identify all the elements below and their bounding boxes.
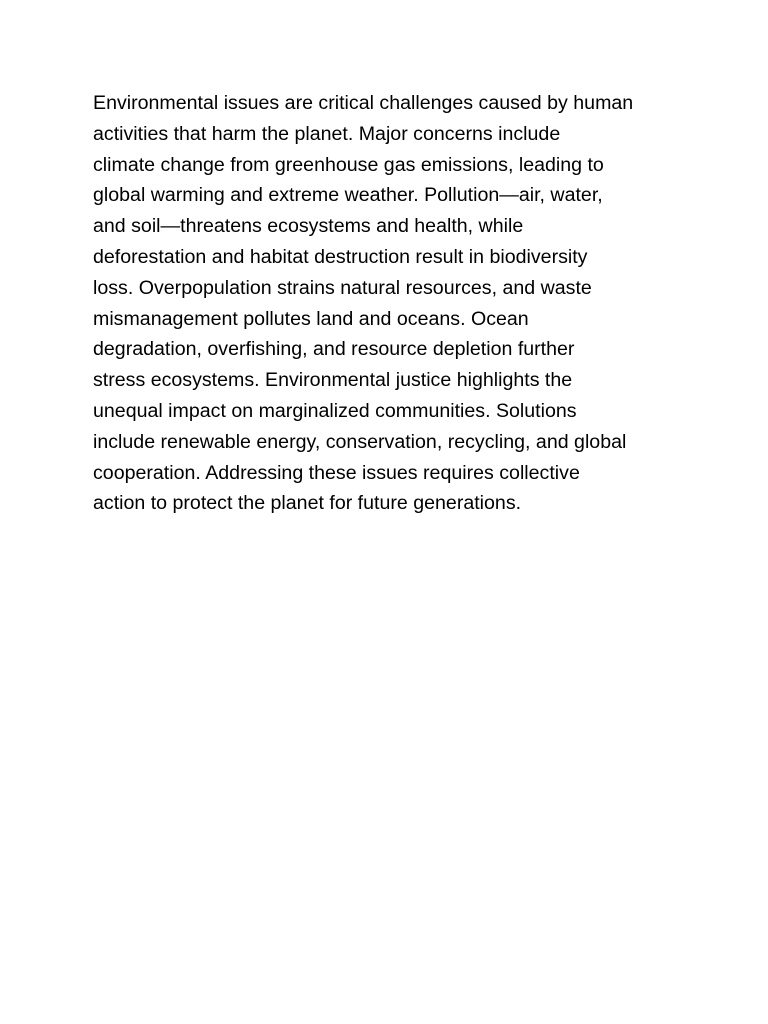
paragraph-line: unequal impact on marginalized communities. Solutions (93, 399, 577, 422)
paragraph-line: global warming and extreme weather. Pollution—air, water, (93, 184, 603, 207)
paragraph-line: include renewable energy, conservation, recycling, and global (93, 430, 627, 453)
paragraph-line: and soil—threatens ecosystems and health, while (93, 215, 524, 238)
paragraph-line: deforestation and habitat destruction result in biodiversity (93, 245, 588, 268)
paragraph-line: activities that harm the planet. Major concerns include (93, 122, 561, 145)
paragraph-line: stress ecosystems. Environmental justice highlights the (93, 369, 573, 392)
paragraph-line: cooperation. Addressing these issues requires collective (93, 461, 580, 484)
paragraph-line: action to protect the planet for future generations. (93, 492, 522, 515)
paragraph-line: loss. Overpopulation strains natural resources, and waste (93, 276, 592, 299)
paragraph-line: degradation, overfishing, and resource depletion further (93, 338, 575, 361)
paragraph-line: climate change from greenhouse gas emissions, leading to (93, 153, 604, 176)
body-paragraph (93, 88, 678, 519)
paragraph-line: Environmental issues are critical challenges caused by human (93, 92, 634, 114)
paragraph-line: mismanagement pollutes land and oceans. Ocean (93, 307, 529, 330)
